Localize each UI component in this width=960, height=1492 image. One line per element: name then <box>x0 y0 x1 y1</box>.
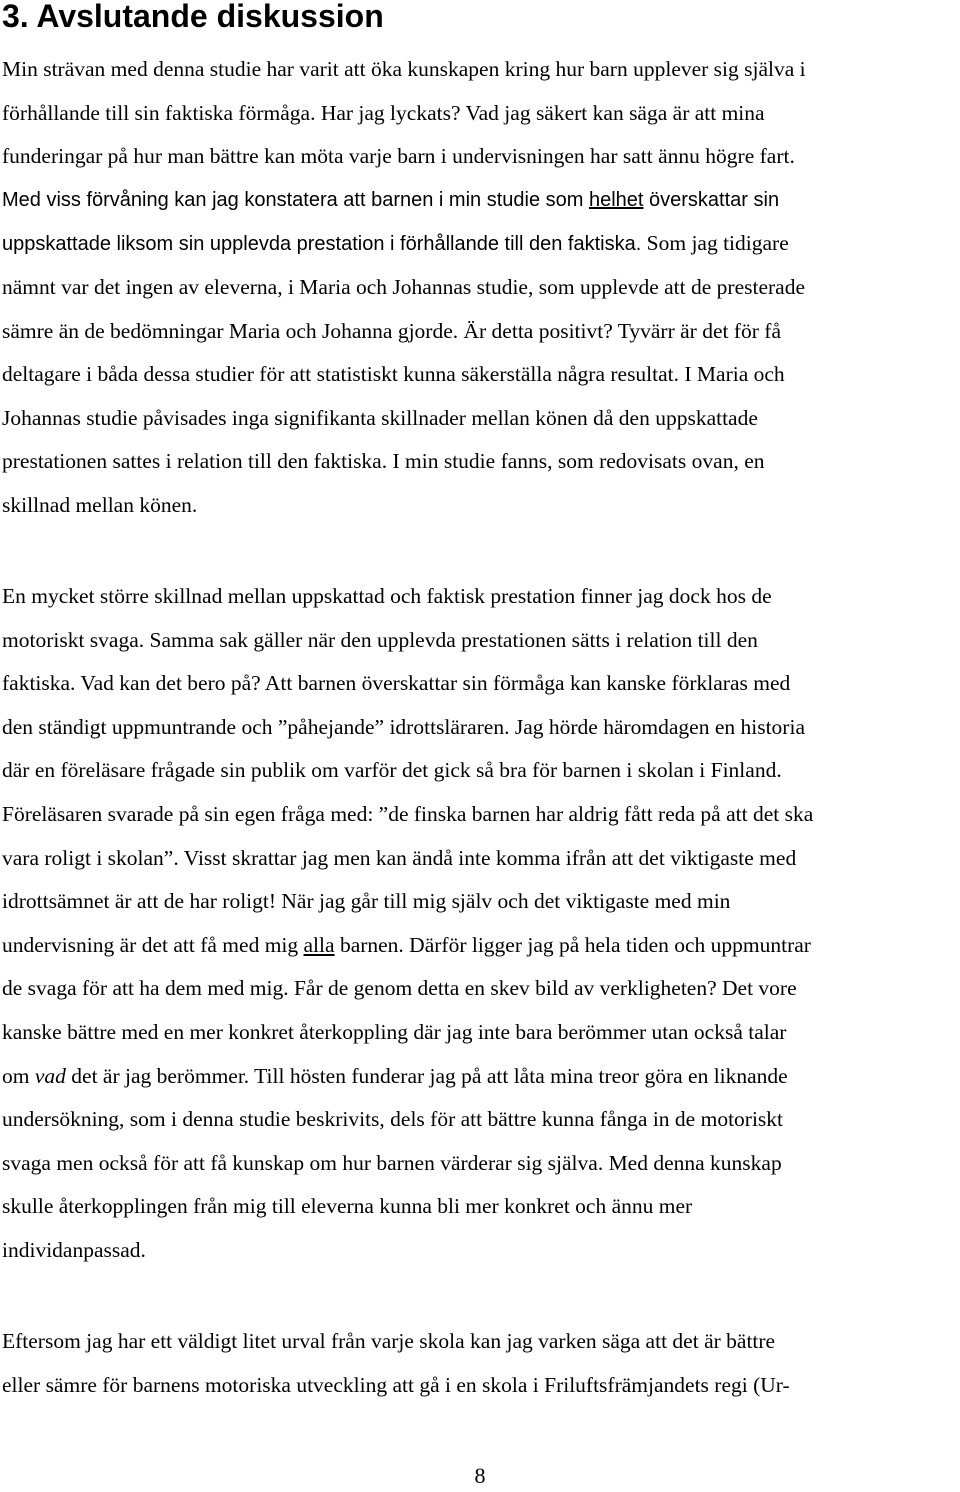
text-line: funderingar på hur man bättre kan möta varje barn i undervisningen har satt ännu högre fart. <box>2 144 795 169</box>
text-line: skulle återkopplingen från mig till eleverna kunna bli mer konkret och ännu mer <box>2 1194 693 1219</box>
text-line: idrottsämnet är att de har roligt! När jag går till mig själv och det viktigaste med min <box>2 889 731 914</box>
text-line: deltagare i båda dessa studier för att statistiskt kunna säkerställa några resultat. I Maria och <box>2 362 785 387</box>
underlined-word: helhet <box>588 188 644 211</box>
text-line: undersökning, som i denna studie beskrivits, dels för att bättre kunna fånga in de motoriskt <box>2 1107 784 1132</box>
text-line: svaga men också för att få kunskap om hur barnen värderar sig själva. Med denna kunskap <box>2 1150 782 1175</box>
text-line <box>2 1055 960 1099</box>
text-run: uppskattade liksom sin upplevda prestation i förhållande till den faktiska. <box>2 233 642 256</box>
text-run: undervisning är det att få med mig <box>2 932 304 957</box>
text-line: Föreläsaren svarade på sin egen fråga med: ”de finska barnen har aldrig fått reda på att det ska <box>2 801 814 826</box>
paragraph-2 <box>2 575 960 1273</box>
text-line: En mycket större skillnad mellan uppskattad och faktisk prestation finner jag dock hos de <box>2 584 772 608</box>
text-line: Min strävan med denna studie har varit att öka kunskapen kring hur barn upplever sig själva i <box>2 57 806 81</box>
text-line <box>2 924 960 968</box>
section-heading: 3. Avslutande diskussion <box>2 0 384 34</box>
paragraph-3 <box>2 1320 960 1407</box>
text-line: vara roligt i skolan”. Visst skrattar jag men kan ändå inte komma ifrån att det viktigaste med <box>2 845 797 870</box>
text-line: eller sämre för barnens motoriska utveckling att gå i en skola i Friluftsfrämjandets regi (Ur- <box>2 1372 790 1397</box>
text-line: Johannas studie påvisades inga signifikanta skillnader mellan könen då den uppskattade <box>2 405 758 430</box>
text-line: där en föreläsare frågade sin publik om varför det gick så bra för barnen i skolan i Finland. <box>2 758 782 783</box>
text-line: motoriskt svaga. Samma sak gäller när den upplevda prestationen sätts i relation till den <box>2 627 758 652</box>
text-line <box>2 222 960 266</box>
text-line: prestationen sattes i relation till den faktiska. I min studie fanns, som redovisats ovan, en <box>2 449 765 474</box>
text-line: kanske bättre med en mer konkret återkoppling där jag inte bara berömmer utan också talar <box>2 1019 787 1044</box>
italic-word: vad <box>34 1063 66 1088</box>
text-line: sämre än de bedömningar Maria och Johanna gjorde. Är detta positivt? Tyvärr är det för få <box>2 318 781 343</box>
text-line: nämnt var det ingen av eleverna, i Maria och Johannas studie, som upplevde att de presterade <box>2 274 805 299</box>
text-run: Som jag tidigare <box>641 231 789 256</box>
underlined-word: alla <box>303 932 335 957</box>
text-line: de svaga för att ha dem med mig. Får de genom detta en skev bild av verkligheten? Det vore <box>2 976 797 1001</box>
paragraph-1 <box>2 48 960 528</box>
text-line: Eftersom jag har ett väldigt litet urval från varje skola kan jag varken säga att det är bättre <box>2 1329 776 1353</box>
text-line: förhållande till sin faktiska förmåga. Har jag lyckats? Vad jag säkert kan säga är att mina <box>2 100 765 125</box>
text-run: barnen. Därför ligger jag på hela tiden och uppmuntrar <box>334 932 811 957</box>
page-number: 8 <box>474 1463 486 1488</box>
text-run: Med viss förvåning kan jag konstatera att barnen i min studie som <box>2 188 589 211</box>
text-run: om <box>2 1063 35 1088</box>
text-line: individanpassad. <box>2 1237 146 1262</box>
text-line: skillnad mellan könen. <box>2 492 198 517</box>
text-run: överskattar sin <box>643 188 780 211</box>
text-line: den ständigt uppmuntrande och ”påhejande” idrottsläraren. Jag hörde häromdagen en historia <box>2 714 805 739</box>
text-line <box>2 179 960 223</box>
text-line: faktiska. Vad kan det bero på? Att barnen överskattar sin förmåga kan kanske förklaras med <box>2 671 791 696</box>
text-run: det är jag berömmer. Till hösten funderar jag på att låta mina treor göra en liknande <box>65 1063 788 1088</box>
